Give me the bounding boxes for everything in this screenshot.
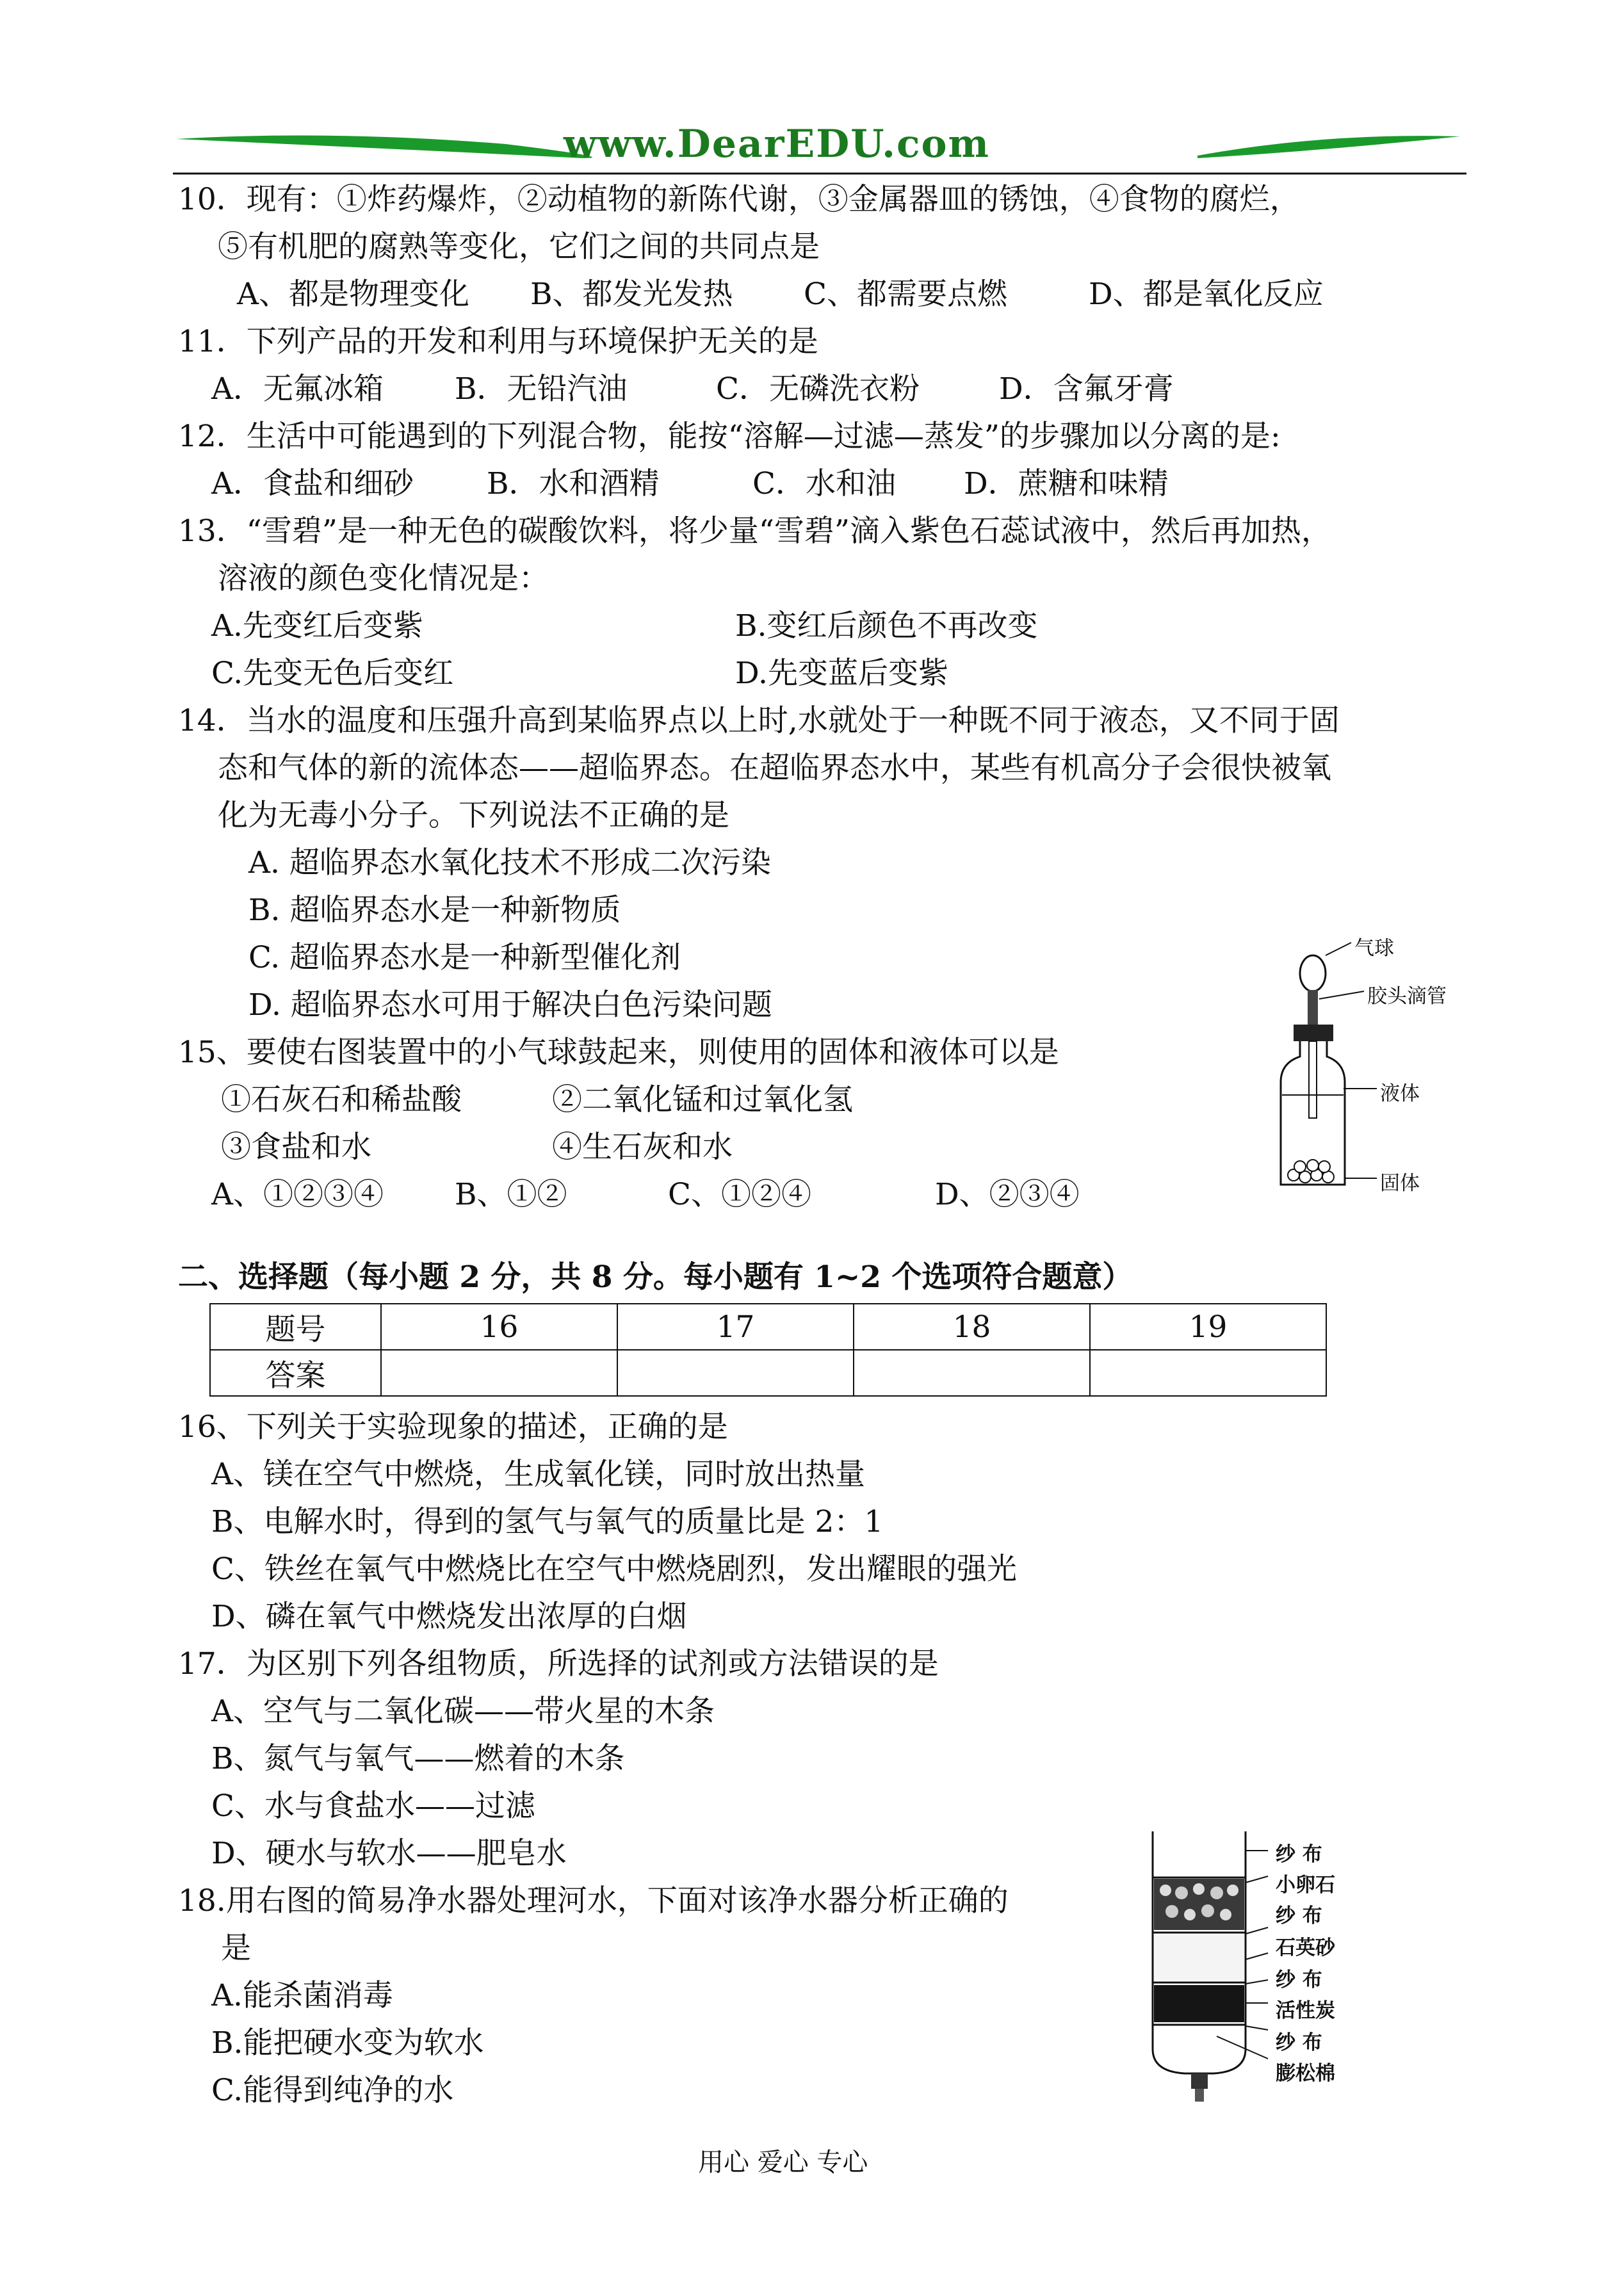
question-17-option-c: C、水与食盐水——过滤 (211, 1788, 535, 1824)
question-12-option-d: D．蔗糖和味精 (964, 466, 1169, 501)
filter-label-7: 纱 布 (1276, 2031, 1322, 2054)
question-12-stem: 12．生活中可能遇到的下列混合物，能按“溶解—过滤—蒸发”的步骤加以分离的是: (178, 419, 1281, 454)
label-solid: 固体 (1380, 1172, 1420, 1195)
question-14-stem-cont-2: 化为无毒小分子。下列说法不正确的是 (218, 798, 729, 833)
filter-label-8: 膨松棉 (1276, 2062, 1335, 2085)
table-cell: 18 (854, 1304, 1090, 1350)
question-13-option-b: B.变红后颜色不再改变 (735, 608, 1038, 644)
filter-label-1: 纱 布 (1276, 1843, 1322, 1866)
question-14-option-d: D. 超临界态水可用于解决白色污染问题 (248, 987, 772, 1023)
question-13-option-a: A.先变红后变紫 (211, 608, 423, 644)
question-17-option-d: D、硬水与软水——肥皂水 (211, 1836, 567, 1871)
question-15-item-3: ③食盐和水 (221, 1130, 371, 1165)
question-18-option-b: B.能把硬水变为软水 (211, 2025, 484, 2061)
site-logo: www.DearEDU.com (564, 122, 991, 166)
question-15-item-1: ①石灰石和稀盐酸 (221, 1082, 462, 1117)
answer-cell-17[interactable] (617, 1350, 854, 1396)
question-15-option-d: D、②③④ (935, 1177, 1080, 1212)
filter-label-2: 小卵石 (1276, 1874, 1335, 1897)
question-13-stem: 13．“雪碧”是一种无色的碳酸饮料，将少量“雪碧”滴入紫色石蕊试液中，然后再加热， (178, 514, 1331, 549)
question-10-option-c: C、都需要点燃 (804, 277, 1007, 312)
question-16-option-d: D、磷在氧气中燃烧发出浓厚的白烟 (211, 1599, 687, 1634)
question-13-option-d: D.先变蓝后变紫 (735, 656, 948, 691)
table-cell: 16 (381, 1304, 617, 1350)
question-14-stem: 14．当水的温度和压强升高到某临界点以上时,水就处于一种既不同于液态，又不同于固 (178, 703, 1340, 738)
question-13-stem-cont: 溶液的颜色变化情况是： (218, 561, 549, 596)
question-14-stem-cont-1: 态和气体的新的流体态——超临界态。在超临界态水中，某些有机高分子会很快被氧 (218, 750, 1331, 786)
question-11-stem: 11．下列产品的开发和利用与环境保护无关的是 (178, 324, 818, 359)
question-16-option-b: B、电解水时，得到的氢气与氧气的质量比是 2：1 (211, 1504, 884, 1539)
question-15-option-a: A、①②③④ (211, 1177, 384, 1212)
question-15-item-2: ②二氧化锰和过氧化氢 (552, 1082, 853, 1117)
question-18-stem: 18.用右图的简易净水器处理河水，下面对该净水器分析正确的 (178, 1883, 1009, 1918)
question-10-stem-cont: ⑤有机肥的腐熟等变化，它们之间的共同点是 (218, 229, 820, 264)
label-dropper: 胶头滴管 (1367, 985, 1447, 1008)
question-16-stem: 16、下列关于实验现象的描述，正确的是 (178, 1409, 728, 1445)
question-11-option-d: D．含氟牙膏 (999, 371, 1174, 407)
question-15-option-b: B、①② (455, 1177, 567, 1212)
question-10-stem: 10．现有：①炸药爆炸，②动植物的新陈代谢，③金属器皿的锈蚀，④食物的腐烂， (178, 182, 1300, 217)
filter-label-5: 纱 布 (1276, 1968, 1322, 1991)
question-12-option-a: A．食盐和细砂 (211, 466, 414, 501)
question-10-option-a: A、都是物理变化 (237, 277, 469, 312)
question-14-option-c: C. 超临界态水是一种新型催化剂 (248, 940, 681, 975)
question-10-option-b: B、都发光发热 (530, 277, 733, 312)
question-14-option-a: A. 超临界态水氧化技术不形成二次污染 (248, 845, 771, 880)
question-13-option-c: C.先变无色后变红 (211, 656, 454, 691)
question-15-stem: 15、要使右图装置中的小气球鼓起来，则使用的固体和液体可以是 (178, 1035, 1059, 1070)
question-17-option-b: B、氮气与氧气——燃着的木条 (211, 1741, 625, 1776)
answer-cell-18[interactable] (854, 1350, 1090, 1396)
question-17-option-a: A、空气与二氧化碳——带火星的木条 (211, 1694, 715, 1729)
question-10-option-d: D、都是氧化反应 (1089, 277, 1324, 312)
answer-cell-16[interactable] (381, 1350, 617, 1396)
question-11-option-b: B．无铅汽油 (455, 371, 628, 407)
label-liquid: 液体 (1380, 1082, 1420, 1105)
question-15-option-c: C、①②④ (668, 1177, 811, 1212)
question-16-option-c: C、铁丝在氧气中燃烧比在空气中燃烧剧烈，发出耀眼的强光 (211, 1552, 1017, 1587)
question-11-option-a: A．无氟冰箱 (211, 371, 384, 407)
answer-table (209, 1303, 1327, 1397)
question-12-option-c: C．水和油 (752, 466, 896, 501)
table-cell: 17 (617, 1304, 854, 1350)
filter-label-6: 活性炭 (1276, 1999, 1335, 2022)
table-cell: 19 (1090, 1304, 1326, 1350)
filter-label-3: 纱 布 (1276, 1904, 1322, 1927)
question-15-item-4: ④生石灰和水 (552, 1130, 733, 1165)
table-cell: 答案 (210, 1350, 381, 1396)
question-11-option-c: C．无磷洗衣粉 (716, 371, 920, 407)
label-balloon: 气球 (1354, 937, 1394, 960)
filter-label-4: 石英砂 (1276, 1936, 1335, 1959)
question-14-option-b: B. 超临界态水是一种新物质 (248, 893, 621, 928)
question-17-stem: 17．为区别下列各组物质，所选择的试剂或方法错误的是 (178, 1646, 939, 1682)
table-row (210, 1304, 1326, 1350)
question-18-option-c: C.能得到纯净的水 (211, 2073, 454, 2108)
section-2-title: 二、选择题（每小题 2 分，共 8 分。每小题有 1~2 个选项符合题意） (178, 1260, 1133, 1295)
page-footer: 用心 爱心 专心 (698, 2148, 868, 2177)
table-cell: 题号 (210, 1304, 381, 1350)
answer-cell-19[interactable] (1090, 1350, 1326, 1396)
question-12-option-b: B．水和酒精 (487, 466, 660, 501)
question-16-option-a: A、镁在空气中燃烧，生成氧化镁，同时放出热量 (211, 1457, 865, 1492)
balloon-apparatus-drawing (1274, 929, 1402, 1197)
question-18-option-a: A.能杀菌消毒 (211, 1978, 393, 2013)
table-row (210, 1350, 1326, 1396)
question-18-stem-cont: 是 (221, 1931, 251, 1966)
